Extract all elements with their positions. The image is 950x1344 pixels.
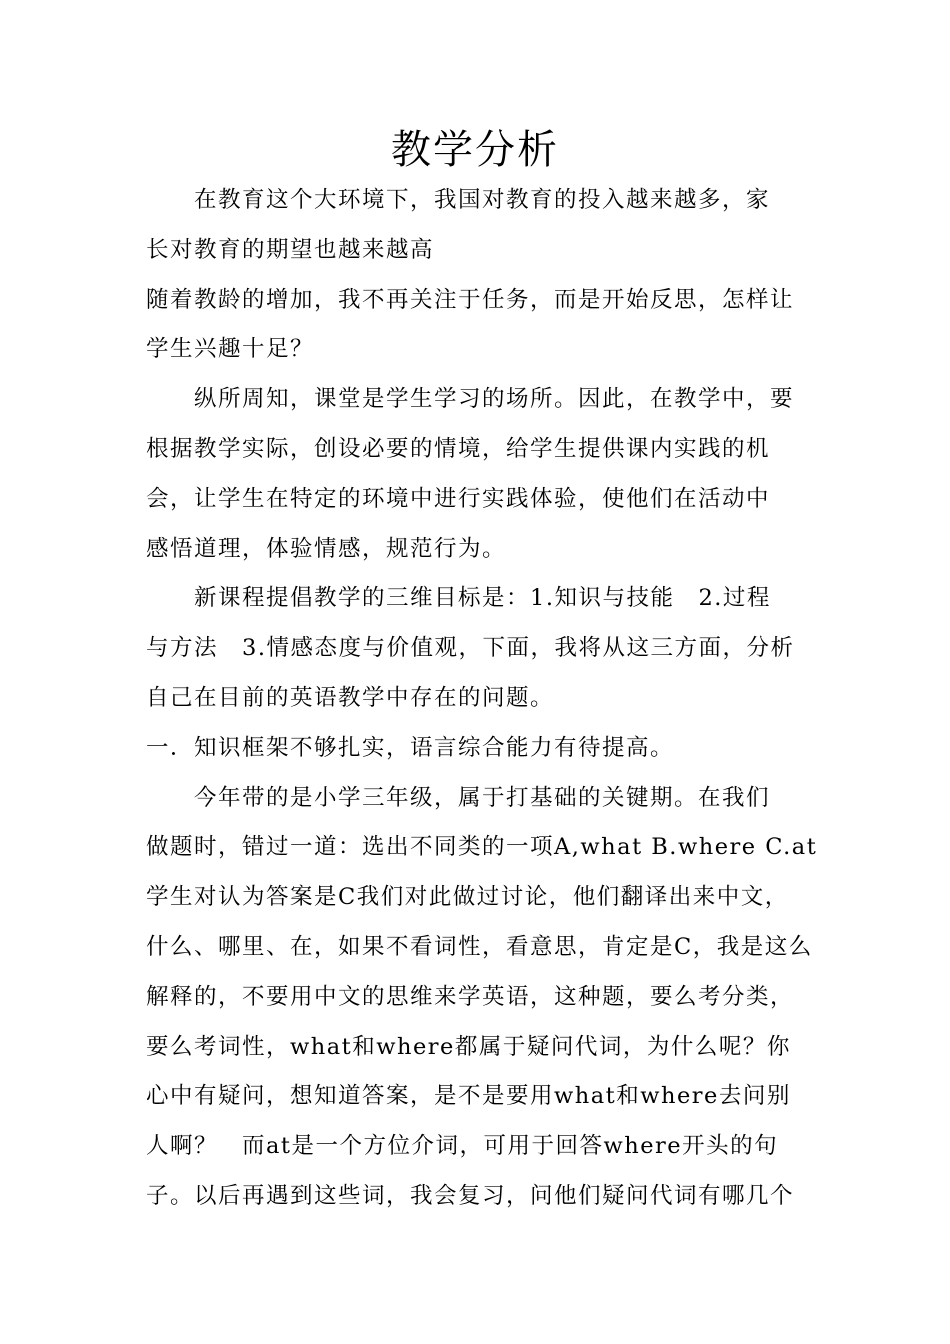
text-line: 感悟道理，体验情感，规范行为。	[146, 535, 507, 562]
text-line: 与方法 3.情感态度与价值观，下面，我将从这三方面，分析	[146, 635, 795, 662]
text-line: 解释的，不要用中文的思维来学英语，这种题，要么考分类，	[146, 983, 795, 1010]
text-line: 心中有疑问，想知道答案，是不是要用what和where去问别	[146, 1083, 791, 1110]
text-line: 要么考词性，what和where都属于疑问代词，为什么呢？你	[146, 1033, 791, 1060]
text-line: 新课程提倡教学的三维目标是：1.知识与技能 2.过程	[146, 585, 771, 612]
text-line: 今年带的是小学三年级，属于打基础的关键期。在我们	[146, 784, 771, 811]
text-line: 根据教学实际，创设必要的情境，给学生提供课内实践的机	[146, 435, 771, 462]
text-line: 子。以后再遇到这些词，我会复习，问他们疑问代词有哪几个	[146, 1182, 795, 1209]
document-body	[146, 176, 818, 1222]
text-line: 在教育这个大环境下，我国对教育的投入越来越多，家	[146, 187, 771, 213]
text-line: 长对教育的期望也越来越高	[146, 236, 435, 263]
text-line: 随着教龄的增加，我不再关注于任务，而是开始反思，怎样让	[146, 286, 795, 313]
text-line: 什么、哪里、在，如果不看词性，看意思，肯定是C，我是这么	[146, 933, 813, 960]
text-line: 自己在目前的英语教学中存在的问题。	[146, 684, 555, 711]
section-heading: 一．知识框架不够扎实，语言综合能力有待提高。	[146, 734, 675, 761]
text-line: 会，让学生在特定的环境中进行实践体验，使他们在活动中	[146, 485, 771, 512]
text-line: 做题时，错过一道：选出不同类的一项A,what B.where C.at	[146, 834, 818, 861]
text-line: 人啊？ 而at是一个方位介词，可用于回答where开头的句	[146, 1133, 779, 1160]
text-line: 纵所周知，课堂是学生学习的场所。因此，在教学中，要	[146, 386, 795, 413]
text-line: 学生对认为答案是C我们对此做过讨论，他们翻译出来中文，	[146, 884, 789, 911]
text-line: 学生兴趣十足？	[146, 336, 315, 363]
page-title: 教学分析	[391, 127, 559, 173]
